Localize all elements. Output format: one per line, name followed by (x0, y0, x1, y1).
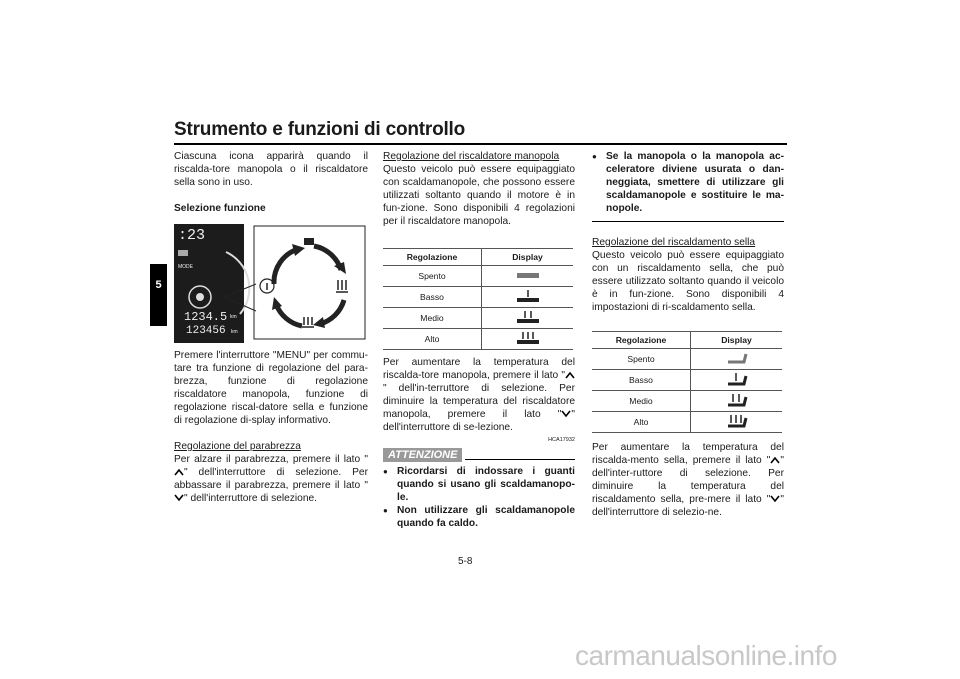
grip-off-icon (515, 268, 541, 282)
chevron-down-icon (770, 495, 780, 503)
menu-text: Premere l'interruttore "MENU" per commu-tare tra funzione di regolazione del para-brezza, funzione di regolazione riscaldatore manopola, funzione di regolazione riscal-datore sella e funzione di regolazione di-splay informativo. (174, 350, 368, 426)
seat-increase-block (592, 441, 784, 519)
table-row: Spento (383, 266, 573, 287)
grip-text: Questo veicolo può essere equipaggiato con scaldamanopole, che possono essere utilizzati soltanto quando il motore è in fun-zione. Sono disponibili 4 regolazioni per il riscaldatore manopola. (383, 164, 575, 227)
middle-column (383, 150, 575, 228)
function-selection-figure (174, 224, 368, 343)
caution-list (383, 465, 575, 530)
table-row: Medio (383, 308, 573, 329)
dash-unit-1: km (230, 314, 237, 320)
table-row: Basso (383, 287, 573, 308)
caution-continued (592, 150, 784, 215)
caution-label: ATTENZIONE (383, 448, 462, 462)
table-row: Basso (592, 370, 782, 391)
table-header: Regolazione (383, 249, 482, 266)
windshield-text: Per alzare il parabrezza, premere il lato "" dell'interruttore di selezione. Per abbassare il parabrezza, premere il lato "" dell'interruttore di selezione. (174, 454, 368, 504)
dash-trip: 1234.5 (184, 310, 228, 324)
grip-heater-table (383, 248, 573, 350)
seat-heading: Regolazione del riscaldamento sella (592, 237, 756, 248)
dash-clock: :23 (178, 227, 206, 244)
dash-mode: MODE (178, 264, 193, 270)
chapter-number: 5 (155, 279, 162, 291)
selection-heading: Selezione funzione (174, 203, 266, 214)
header-rule (174, 143, 787, 145)
caution-item: ● Non utilizzare gli scaldamanopole quando fa caldo. (383, 504, 575, 530)
seat-low-icon (724, 371, 750, 387)
grip-increase-block (383, 356, 575, 434)
chevron-up-icon (174, 468, 184, 476)
watermark: carmanualsonline.info (575, 640, 837, 671)
dash-odo: 123456 (186, 325, 226, 337)
grip-increase-text: Per aumentare la temperatura del riscalda-tore manopola, premere il lato "" dell'in-terruttore di selezione. Per diminuire la temperatura del riscaldatore manopola, premere il lato " " dell'interruttore di se-lezione. (383, 357, 575, 433)
table-header: Regolazione (592, 332, 691, 349)
left-column (174, 150, 368, 215)
caution-code: HCA17932 (548, 437, 575, 443)
grip-high-icon (515, 331, 541, 345)
chevron-up-icon (770, 456, 780, 464)
seat-high-icon (724, 413, 750, 429)
table-header: Display (482, 249, 574, 266)
caution-label-wrap (383, 445, 462, 463)
chapter-tab (150, 264, 167, 326)
grip-low-icon (515, 289, 541, 303)
caution-item: ● Se la manopola o la manopola ac-celeratore diviene usurata o dan-neggiata, smettere di utilizzare gli scaldamanopole e sostituire le ma-nopole. (592, 150, 784, 215)
seat-heater-table (592, 331, 782, 433)
dash-unit-2: km (231, 329, 238, 335)
left-column-lower (174, 349, 368, 505)
grip-heading: Regolazione del riscaldatore manopola (383, 151, 560, 162)
caution-end-rule (592, 221, 784, 222)
seat-off-icon (724, 350, 750, 366)
intro-text: Ciascuna icona apparirà quando il riscalda-tore manopola o il riscaldatore sella sono in uso. (174, 151, 368, 188)
table-header: Display (691, 332, 783, 349)
seat-medium-icon (724, 392, 750, 408)
table-row: Alto (592, 412, 782, 433)
right-column (592, 236, 784, 314)
caution-item: ● Ricordarsi di indossare i guanti quando si usano gli scaldamanopo-le. (383, 465, 575, 504)
chevron-down-icon (561, 410, 571, 418)
table-row: Spento (592, 349, 782, 370)
seat-text: Questo veicolo può essere equipaggiato con un riscaldamento sella, che può essere utilizzato soltanto quando il veicolo è in fun-zione. Sono disponibili 4 impostazioni di ri-scaldamento sella. (592, 250, 784, 313)
page-number: 5-8 (458, 556, 473, 567)
seat-increase-text: Per aumentare la temperatura del riscalda-mento sella, premere il lato " " dell'inter-ruttore di selezione. Per diminuire la temperatura del riscaldamento sella, pre-mere il lato " " dell'interruttore di selezio-ne. (592, 442, 784, 518)
windshield-heading: Regolazione del parabrezza (174, 441, 301, 452)
caution-rule (465, 459, 575, 460)
table-row: Medio (592, 391, 782, 412)
table-row: Alto (383, 329, 573, 350)
grip-medium-icon (515, 310, 541, 324)
chevron-down-icon (174, 494, 184, 502)
page-title: Strumento e funzioni di controllo (174, 119, 466, 140)
chevron-up-icon (565, 371, 575, 379)
